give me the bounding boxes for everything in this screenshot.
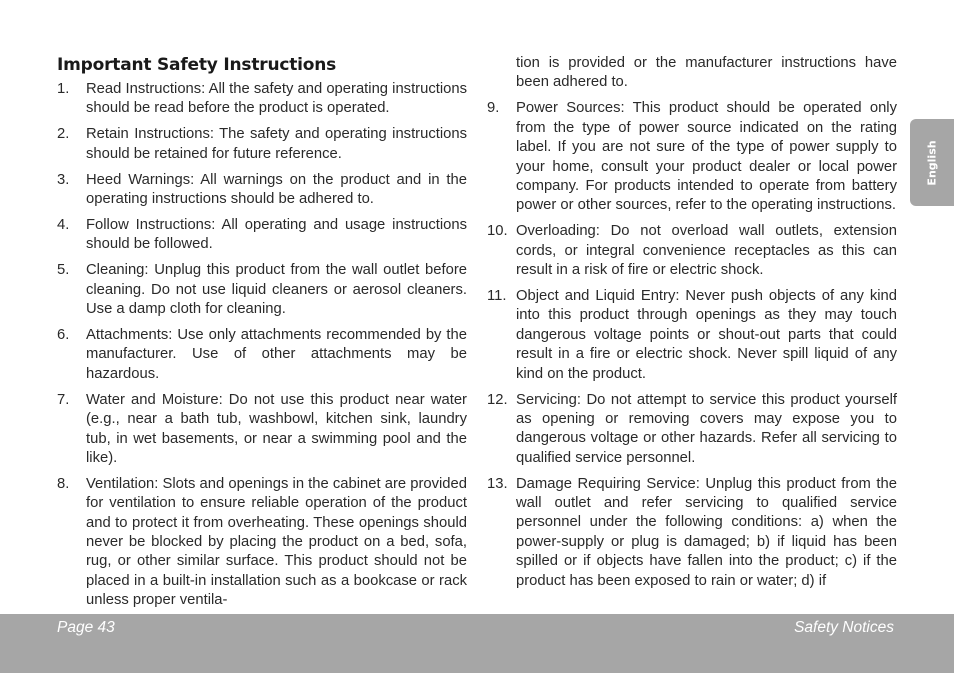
item-number: 9. (487, 100, 500, 117)
item-number: 11. (487, 287, 507, 304)
list-item (487, 475, 897, 591)
item-text: Water and Moisture: Do not use this product near water (e.g., near a bath tub, washbowl, kitchen sink, laundry tub, in wet basements, or near a swimming pool and the like). (86, 391, 467, 466)
item-text: Ventilation: Slots and openings in the cabinet are provided for ventilation to ensure reliable operation of the product and to protect it from overheating. These openings should never be blocked by placing the product on a bed, sofa, rug, or other similar surface. This product should not be placed in a built-in installation such as a bookcase or rack unless proper ventila- (86, 475, 467, 609)
item-text: Attachments: Use only attachments recommended by the manufacturer. Use of other attachments may be hazardous. (86, 326, 467, 382)
list-item (57, 125, 467, 164)
list-item (57, 475, 467, 611)
list-item (57, 261, 467, 319)
item-text: Power Sources: This product should be operated only from the type of power source indicated on the rating label. If you are not sure of the type of power supply to your home, consult your product dealer or local power company. For products intended to operate from battery power or other sources, refer to the operating instructions. (516, 100, 897, 214)
item-text: Overloading: Do not overload wall outlets, extension cords, or integral convenience receptacles as this can result in a risk of fire or electric shock. (516, 223, 897, 279)
item-text: Retain Instructions: The safety and operating instructions should be retained for future reference. (86, 126, 467, 162)
item-number: 13. (487, 475, 508, 492)
item-text: Follow Instructions: All operating and usage instructions should be followed. (86, 216, 467, 253)
left-column (57, 80, 467, 617)
item-continuation-text: tion is provided or the manufacturer instructions have been adhered to. (516, 55, 897, 91)
item-number: 5. (57, 262, 70, 279)
list-item (57, 391, 467, 469)
list-item (57, 80, 467, 119)
item-number: 8. (57, 475, 70, 492)
item-number: 10. (487, 223, 508, 240)
page-number: Page 43 (57, 619, 115, 636)
list-item (57, 216, 467, 255)
list-item (487, 287, 897, 384)
list-item (487, 222, 897, 280)
item-number: 3. (57, 171, 70, 188)
section-name: Safety Notices (794, 619, 894, 636)
list-item (57, 326, 467, 384)
item-text: Damage Requiring Service: Unplug this product from the wall outlet and refer servicing to qualified service personnel under the following conditions: a) when the power-supply or plug is damaged; b) if liquid has been spilled or if objects have fallen into the product; c) if the product has been exposed to rain or water; d) if (516, 475, 897, 589)
language-tab (910, 119, 954, 206)
list-item (487, 391, 897, 469)
item-text: Servicing: Do not attempt to service this product yourself as opening or removing covers may expose you to dangerous voltage or other hazards. Refer all servicing to qualified service personnel. (516, 391, 897, 466)
item-number: 6. (57, 326, 70, 343)
item-text: Cleaning: Unplug this product from the wall outlet before cleaning. Do not use liquid cleaners or aerosol cleaners. Use a damp cloth for cleaning. (86, 262, 467, 318)
page-title: Important Safety Instructions (57, 55, 337, 75)
list-item (57, 171, 467, 210)
item-text: Heed Warnings: All warnings on the product and in the operating instructions should be adhered to. (86, 171, 467, 208)
list-item (487, 99, 897, 215)
page-footer (0, 614, 954, 673)
item-number: 12. (487, 391, 508, 408)
item-text: Read Instructions: All the safety and operating instructions should be read before the product is operated. (86, 81, 467, 117)
item-number: 2. (57, 126, 70, 143)
right-column (487, 54, 897, 598)
item-number: 7. (57, 391, 70, 408)
item-number: 1. (57, 81, 70, 97)
item-text: Object and Liquid Entry: Never push objects of any kind into this product through openings as they may touch dangerous voltage points or shout-out parts that could result in a fire or electric shock. Never spill liquid of any kind on the product. (516, 287, 897, 382)
item-number: 4. (57, 216, 70, 233)
language-tab-label: English (925, 139, 939, 186)
